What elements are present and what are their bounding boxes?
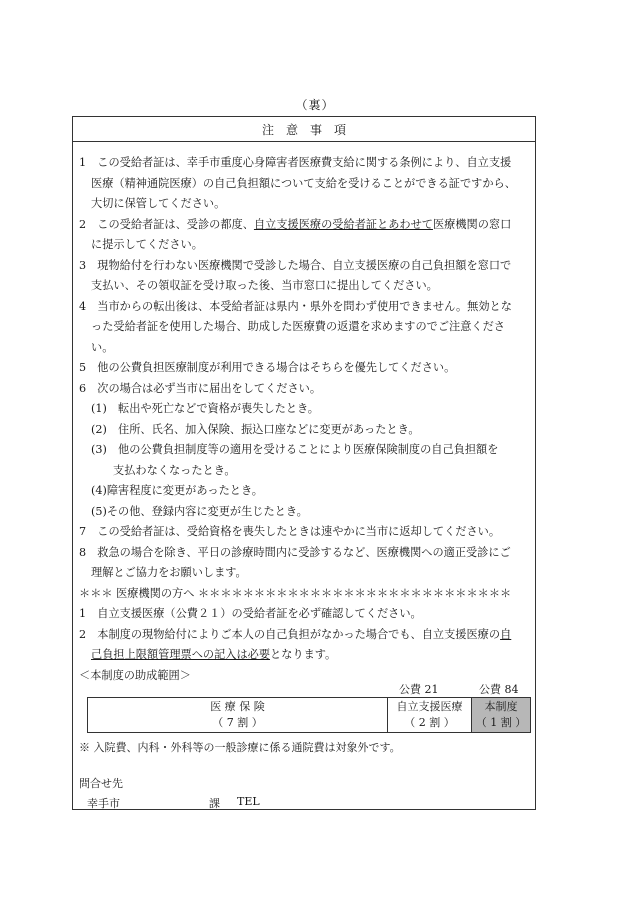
item-1-line-1: 1 この受給者証は、幸手市重度心身障害者医療費支給に関する条例により、自立支援 [79, 156, 512, 169]
independence-support-cell [388, 698, 472, 732]
item-6: 6 次の場合は必ず当市に届出をしてください。 [79, 381, 322, 395]
item-6-sub-3-line-2: 支払わなくなったとき。 [113, 463, 236, 477]
institution-item-1: 1 自立支援医療（公費２１）の受給者証を必ず確認してください。 [79, 607, 422, 620]
coverage-table [87, 697, 531, 733]
inquiry-label: 問合せ先 [79, 777, 123, 790]
independence-support-ratio: （ 2 割 ） [404, 716, 455, 729]
this-system-cell [472, 698, 530, 732]
inquiry-city: 幸手市 [87, 797, 120, 810]
item-1-line-3: 大切に保管してください。 [91, 197, 226, 210]
code-84: 公費 84 [479, 683, 519, 696]
notice-title: 注 意 事 項 [261, 123, 346, 137]
item-8-line-1: 8 救急の場合を除き、平日の診療時間内に受診するなど、医療機関への適正受診にご [79, 545, 511, 559]
health-insurance-ratio: （ 7 割 ） [212, 716, 263, 729]
code-21: 公費 21 [399, 683, 439, 696]
item-4-line-3: い。 [91, 340, 114, 354]
coverage-scope-label: ＜本制度の助成範囲＞ [79, 668, 191, 682]
inquiry-contact [87, 795, 527, 811]
institution-item-2-line-1 [79, 625, 531, 646]
item-4-line-2: った受給者証を使用した場合、助成した医療費の返還を求めますのでご注意くださ [91, 320, 505, 333]
institution-item-2-line-2 [79, 645, 531, 666]
back-side-label: （裏） [295, 98, 335, 112]
item-2-text: 2 この受給者証は、受診の都度、 [79, 217, 254, 231]
this-system-label: 本制度 [484, 700, 518, 713]
item-6-sub-2: (2) 住所、氏名、加入保険、振込口座などに変更があったとき。 [91, 422, 420, 436]
item-1-line-2: 医療（精神通院医療）の自己負担額について支給を受けることができる証ですから、 [91, 176, 516, 190]
medical-institution-heading: ＊＊＊ 医療機関の方へ ＊＊＊＊＊＊＊＊＊＊＊＊＊＊＊＊＊＊＊＊＊＊＊＊＊＊＊＊ [79, 586, 512, 600]
inquiry-section: 課 [209, 797, 220, 810]
inquiry-tel: TEL [237, 795, 260, 808]
public-expense-codes [73, 681, 535, 697]
institution-item-2-underlined: 自 [500, 627, 512, 641]
institution-item-2-text: 2 本制度の現物給付によりご本人の自己負担がなかった場合でも、自立支援医療の [79, 627, 501, 641]
item-6-sub-5: (5)その他、登録内容に変更が生じたとき。 [91, 504, 308, 518]
independence-support-label: 自立支援医療 [396, 700, 463, 713]
title-divider [73, 141, 535, 142]
institution-item-2-text-end: となります。 [270, 648, 337, 661]
health-insurance-label: 医 療 保 険 [210, 700, 265, 713]
item-6-sub-1: (1) 転出や死亡などで資格が喪失したとき。 [91, 402, 319, 415]
item-3-line-2: 支払い、その領収証を受け取った後、当市窓口に提出してください。 [91, 279, 438, 292]
item-2-text-end: 医療機関の窓口 [432, 217, 512, 231]
item-6-sub-3-line-1: (3) 他の公費負担制度等の適用を受けることにより医療保険制度の自己負担額を [91, 443, 499, 456]
item-6-sub-4: (4)障害程度に変更があったとき。 [91, 484, 263, 497]
exclusion-note: ※ 入院費、内科・外科等の一般診療に係る通院費は対象外です。 [79, 741, 401, 754]
notice-frame [72, 116, 536, 810]
health-insurance-cell [88, 698, 388, 732]
item-3-line-1: 3 現物給付を行わない医療機関で受診した場合、自立支援医療の自己負担額を窓口で [79, 258, 512, 272]
item-4-line-1: 4 当市からの転出後は、本受給者証は県内・県外を問わず使用できません。無効とな [79, 299, 512, 313]
item-2-line-1 [79, 215, 531, 236]
institution-item-2-underlined-cont: 己負担上限額管理票への記入は必要 [91, 648, 271, 661]
item-2-underlined: 自立支援医療の受給者証とあわせて [253, 217, 433, 231]
notice-items [79, 153, 531, 686]
item-8-line-2: 理解とご協力をお願いします。 [91, 566, 247, 579]
item-2-line-2: に提示してください。 [91, 238, 203, 251]
item-7: 7 この受給者証は、受給資格を喪失したときは速やかに当市に返却してください。 [79, 525, 501, 538]
this-system-ratio: （ 1 割 ） [475, 716, 527, 729]
item-5: 5 他の公費負担医療制度が利用できる場合はそちらを優先してください。 [79, 361, 456, 374]
